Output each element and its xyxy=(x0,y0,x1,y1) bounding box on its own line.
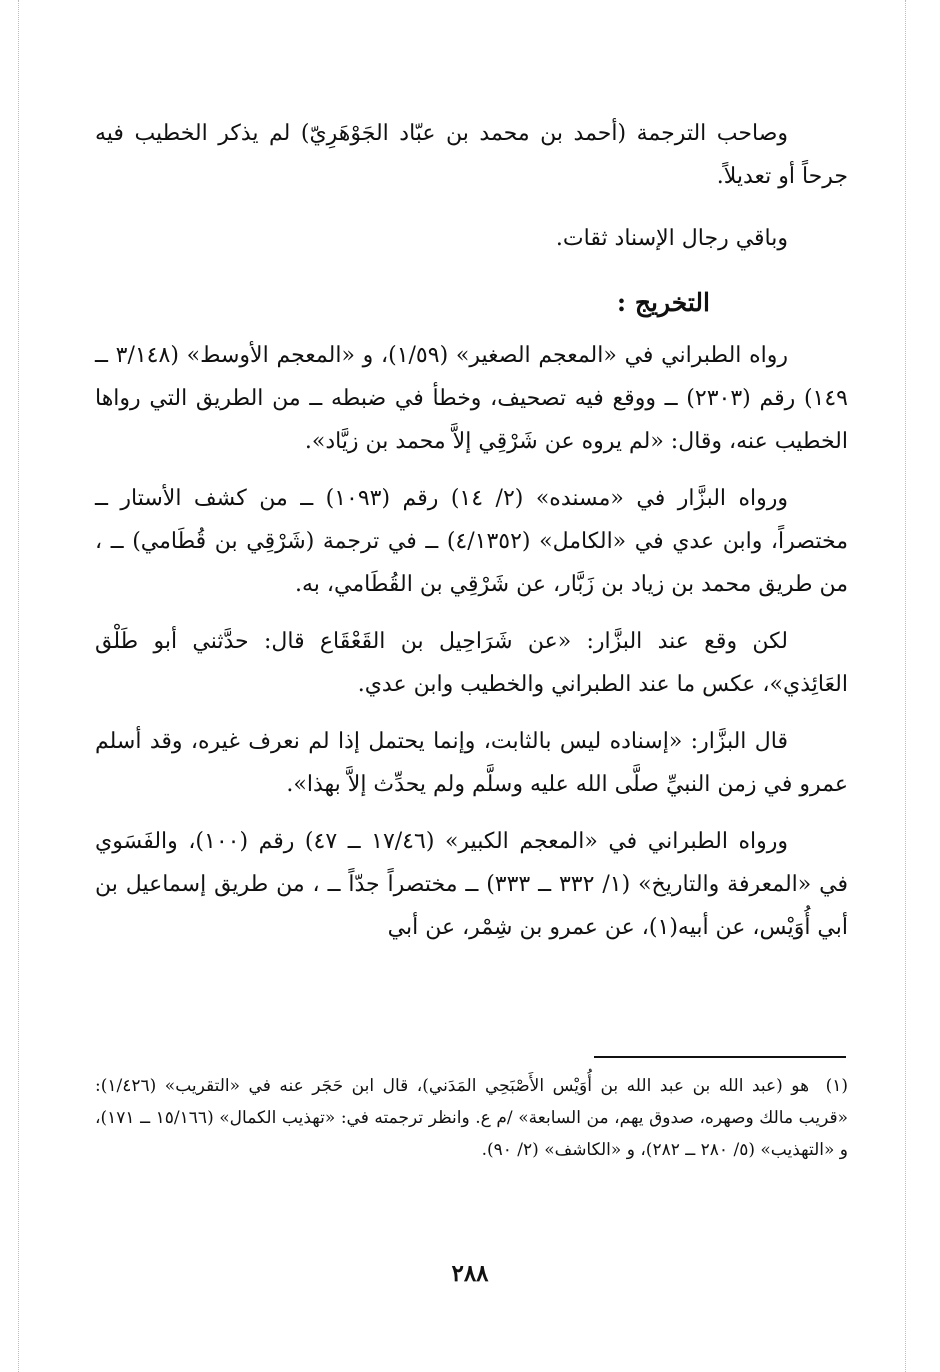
page-body xyxy=(95,112,848,949)
right-margin-guide xyxy=(905,0,906,1372)
paragraph-tabarani: رواه الطبراني في «المعجم الصغير» (١/٥٩)، و «المعجم الأوسط» (٣/١٤٨ ــ ١٤٩) رقم (٢٣٠٣) ــ ووقع فيه تصحيف، وخطأ في ضبطه ــ من الطريق التي رواها الخطيب عنه، وقال: «لم يروه عن شَرْقِي إلاَّ محمد بن زيَّاد». xyxy=(95,343,848,454)
paragraph-narrators: وباقي رجال الإسناد ثقات. xyxy=(555,226,788,251)
paragraph-bazzar-variant: لكن وقع عند البزَّار: «عن شَرَاحِيل بن القَعْقَاع قال: حدَّثني أبو طَلْق العَائِذي»، عكس ما عند الطبراني والخطيب وابن عدي. xyxy=(95,629,848,697)
footnote-text: هو (عبد الله بن عبد الله بن أُوَيْس الأَصْبَحِي المَدَني)، قال ابن حَجَر عنه في «التقريب» (١/٤٢٦): «قريب مالك وصهره، صدوق يهم، من السابعة» /م ع. وانظر ترجمته في: «تهذيب الكمال» (١٥/١٦٦ ــ ١٧١)، و «التهذيب» (٥/ ٢٨٠ ــ ٢٨٢)، و «الكاشف» (٢/ ٩٠). xyxy=(95,1076,848,1160)
paragraph-translation-note: وصاحب الترجمة (أحمد بن محمد بن عبّاد الجَوْهَرِيّ) لم يذكر الخطيب فيه جرحاً أو تعديلاً. xyxy=(95,121,848,189)
footnote-separator xyxy=(594,1056,846,1058)
paragraph-bazzar-quote: قال البزَّار: «إسناده ليس بالثابت، وإنما يحتمل إذا لم نعرف غيره، وقد أسلم عمرو في زمن النبيِّ صلَّى الله عليه وسلَّم ولم يحدِّث إلاَّ بهذا». xyxy=(95,729,848,797)
paragraph-bazzar: ورواه البزَّار في «مسنده» (٢/ ١٤) رقم (١٠٩٣) ــ من كشف الأستار ــ مختصراً، وابن عدي في «الكامل» (٤/١٣٥٢) ــ في ترجمة (شَرْقِي بن قُطَامي) ــ ، من طريق محمد بن زياد بن زَبَّار، عن شَرْقِي بن القُطَامي، به. xyxy=(95,486,848,597)
left-margin-guide xyxy=(18,0,19,1372)
paragraph-tabarani-kabir: ورواه الطبراني في «المعجم الكبير» (١٧/٤٦ ــ ٤٧) رقم (١٠٠)، والفَسَوي في «المعرفة والتاريخ» (١/ ٣٣٢ ــ ٣٣٣) ــ مختصراً جدّاً ــ ، من طريق إسماعيل بن أبي أُوَيْس، عن أبيه(١)، عن عمرو بن شِمْر، عن أبي xyxy=(95,829,848,940)
footnote xyxy=(95,1070,848,1166)
section-heading-takhrij: التخريج : xyxy=(616,288,710,317)
footnote-marker: (١) xyxy=(825,1076,848,1096)
page-number: ٢٨٨ xyxy=(451,1260,489,1287)
